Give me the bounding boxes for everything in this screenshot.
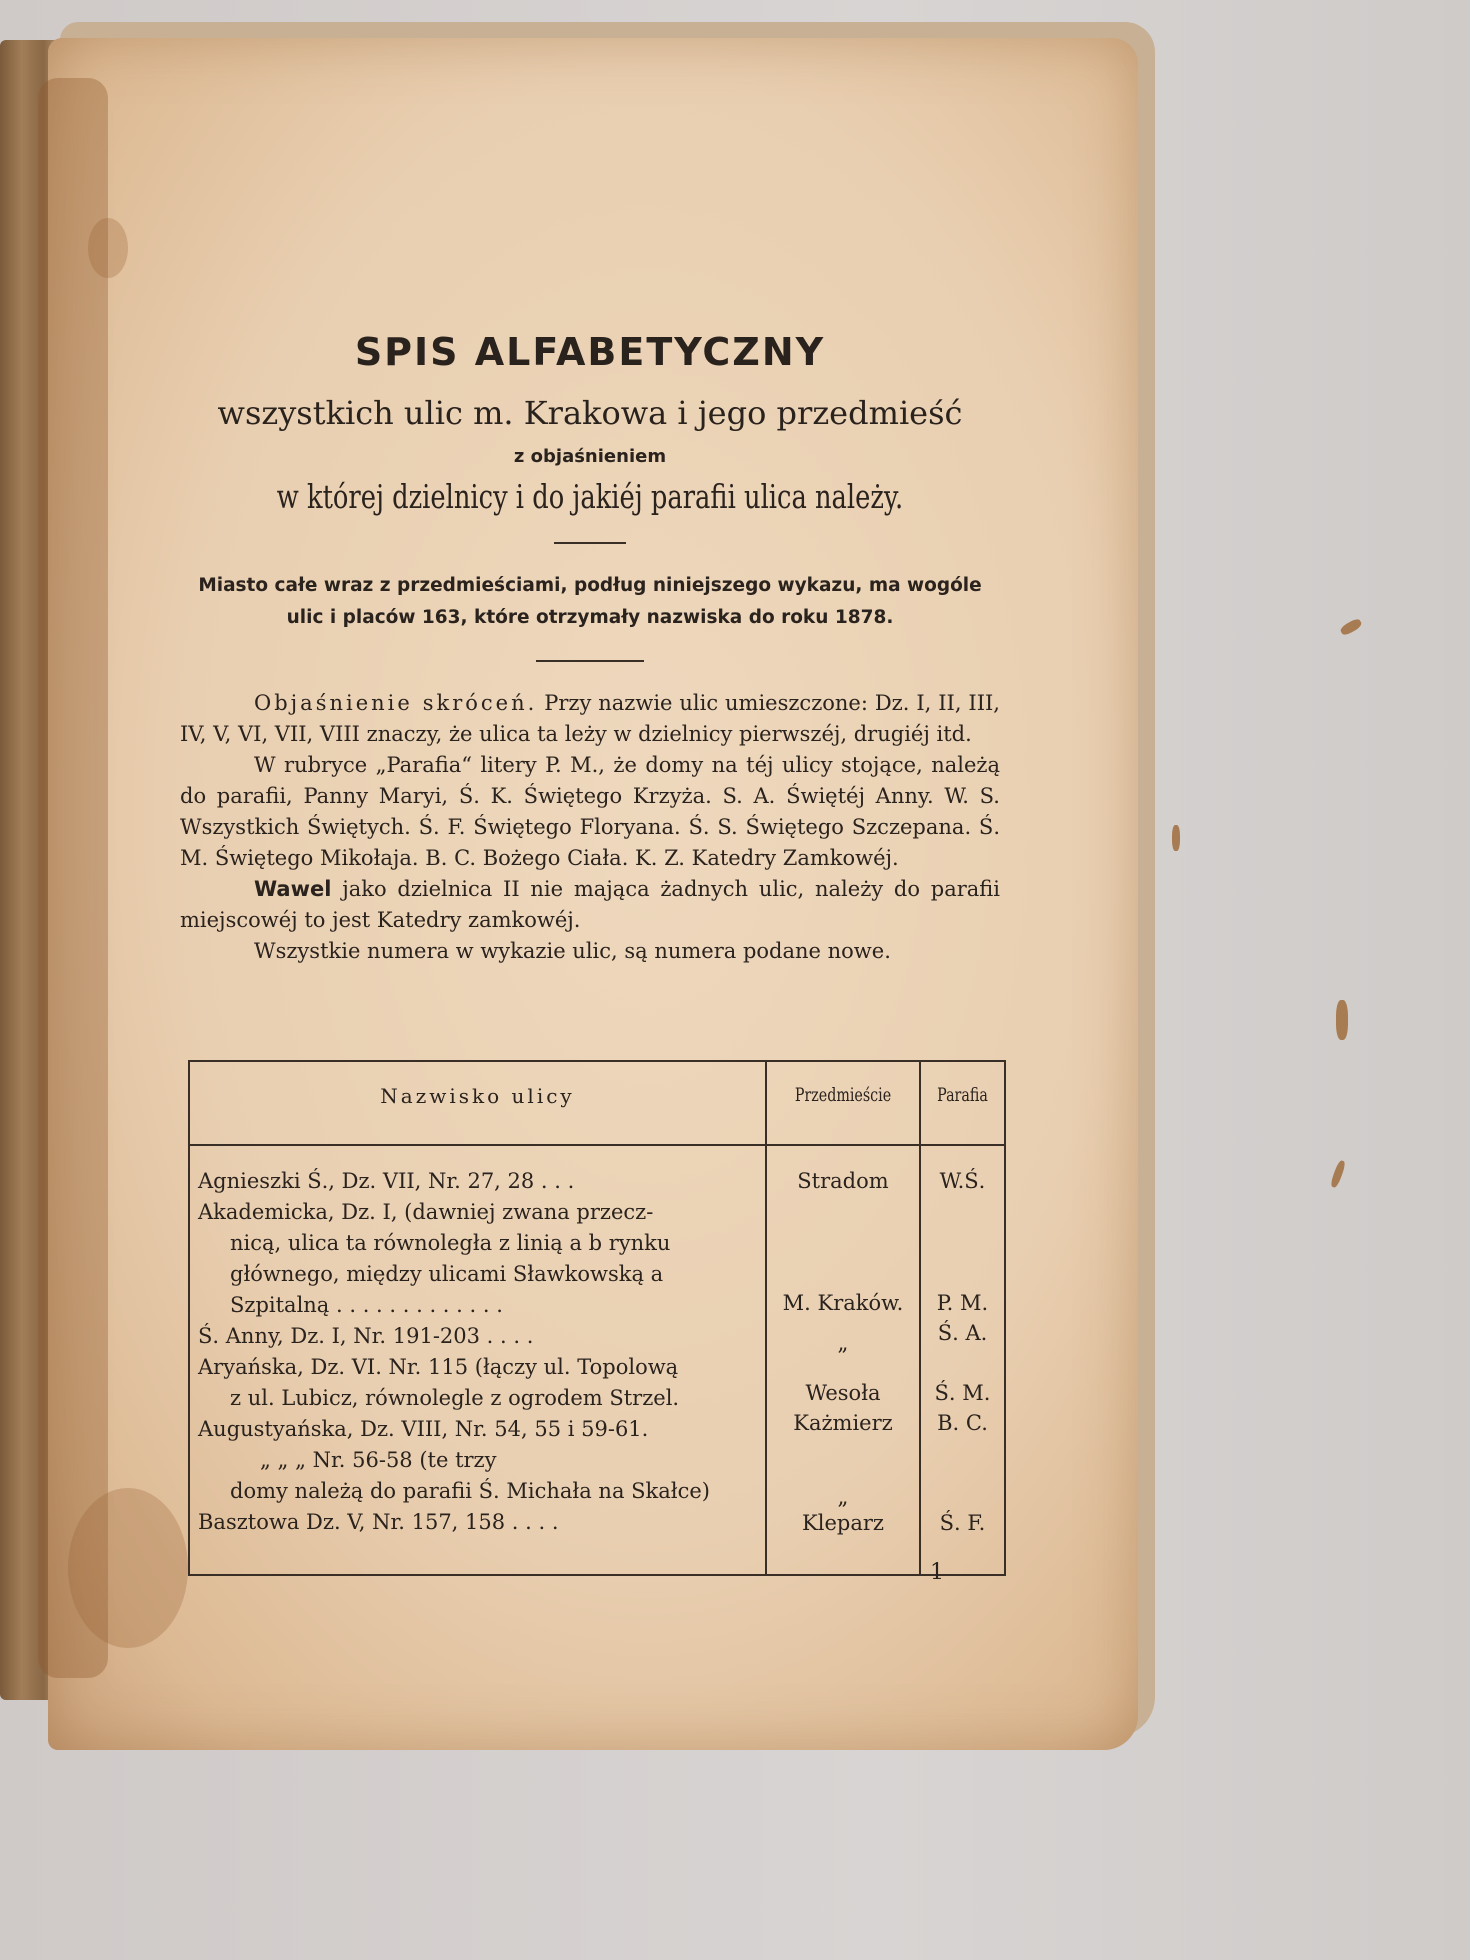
explanation-paragraph-1 <box>180 688 1000 750</box>
table-line: Ś. Anny, Dz. I, Nr. 191-203 . . . . <box>198 1324 534 1348</box>
parish-cell: Ś. A. <box>937 1321 988 1345</box>
corner-stain <box>68 1488 188 1648</box>
divider <box>536 660 644 662</box>
explanation-paragraph-4 <box>180 936 1000 967</box>
explanation-heading: Objaśnienie skróceń. <box>254 691 538 715</box>
suburb-cell: M. Kraków. <box>782 1291 904 1315</box>
suburb-cell: Każmierz <box>793 1411 893 1435</box>
lead-line-2: ulic i placów 163, które otrzymały nazwiska do roku 1878. <box>286 607 894 628</box>
header-divider <box>190 1144 1004 1146</box>
parish-cell: W.Ś. <box>939 1169 986 1193</box>
page-subtitle: wszystkich ulic m. Krakowa i jego przedmieść <box>217 394 963 432</box>
table-line: Agnieszki Ś., Dz. VII, Nr. 27, 28 . . . <box>198 1169 575 1193</box>
table-line: nicą, ulica ta równoległa z linią a b rynku <box>230 1231 671 1255</box>
explanation-text-2: W rubryce „Parafia“ litery P. M., że domy na téj ulicy stojące, należą do parafii, Panny Maryi, Ś. K. Świętego Krzyża. S. A. Świętéj Anny. W. S. Wszystkich Świętych. Ś. F. Świętego Floryana. Ś. S. Świętego Szczepana. Ś. M. Świętego Mikołaja. B. C. Bożego Ciała. K. Z. Katedry Zamkowéj. <box>180 753 1000 870</box>
suburb-cell: „ <box>837 1331 849 1355</box>
header-street: Nazwisko ulicy <box>380 1084 575 1108</box>
lead-line-1: Miasto całe wraz z przedmieściami, podług niniejszego wykazu, ma wogóle <box>198 575 982 596</box>
spot-stain <box>88 218 128 278</box>
parish-cell: Ś. M. <box>934 1381 991 1405</box>
explanation-paragraph-3 <box>180 874 1000 936</box>
wawel-label: Wawel <box>254 877 332 901</box>
paper-fragment <box>1339 617 1363 637</box>
header-parish: Parafia <box>937 1084 988 1106</box>
explanation-paragraph-2 <box>180 750 1000 874</box>
table-line: Basztowa Dz. V, Nr. 157, 158 . . . . <box>198 1510 559 1534</box>
paper-fragment <box>1336 1000 1348 1040</box>
table-line: Akademicka, Dz. I, (dawniej zwana przecz- <box>198 1200 654 1224</box>
parish-cell: Ś. F. <box>939 1511 986 1535</box>
spine-stain <box>38 78 108 1678</box>
table-line: Szpitalną . . . . . . . . . . . . . <box>230 1293 503 1317</box>
suburb-cell: Stradom <box>797 1169 889 1193</box>
suburb-cell: Kleparz <box>802 1511 884 1535</box>
parish-cell: P. M. <box>936 1291 989 1315</box>
parish-cell: B. C. <box>937 1411 988 1435</box>
page-content <box>180 330 1000 967</box>
explanation-text-4: Wszystkie numera w wykazie ulic, są numera podane nowe. <box>254 939 891 963</box>
page-number: 1 <box>930 1560 944 1585</box>
suburb-cell: „ <box>837 1485 849 1509</box>
divider <box>554 542 626 544</box>
table-line: głównego, między ulicami Sławkowską a <box>230 1262 664 1286</box>
table-line: „ „ „ Nr. 56-58 (te trzy <box>260 1448 497 1472</box>
paper-fragment <box>1172 825 1180 851</box>
table-line: Augustyańska, Dz. VIII, Nr. 54, 55 i 59-61. <box>198 1417 649 1441</box>
lead-paragraph <box>180 570 1000 634</box>
explanation-text-3: jako dzielnica II nie mająca żadnych ulic, należy do parafii miejscowéj to jest Katedry zamkowéj. <box>180 877 1000 932</box>
table-line: z ul. Lubicz, równolegle z ogrodem Strzel. <box>230 1386 680 1410</box>
subtitle-condensed: w której dzielnicy i do jakiéj parafii ulica należy. <box>276 477 904 516</box>
header-suburb: Przedmieście <box>794 1084 892 1106</box>
suburb-cell: Wesoła <box>805 1381 881 1405</box>
table-line: domy należą do parafii Ś. Michała na Skałce) <box>230 1479 710 1503</box>
page-title: SPIS ALFABETYCZNY <box>354 330 826 374</box>
subtitle-small: z objaśnieniem <box>513 446 667 467</box>
explanation-text-1: Przy nazwie ulic umieszczone: Dz. I, II, III, IV, V, VI, VII, VIII znaczy, że ulica ta leży w dzielnicy pierwszéj, drugiéj itd. <box>180 691 1000 746</box>
paper-fragment <box>1329 1159 1346 1188</box>
streets-table <box>188 1060 1006 1576</box>
table-line: Aryańska, Dz. VI. Nr. 115 (łączy ul. Topolową <box>198 1355 679 1379</box>
